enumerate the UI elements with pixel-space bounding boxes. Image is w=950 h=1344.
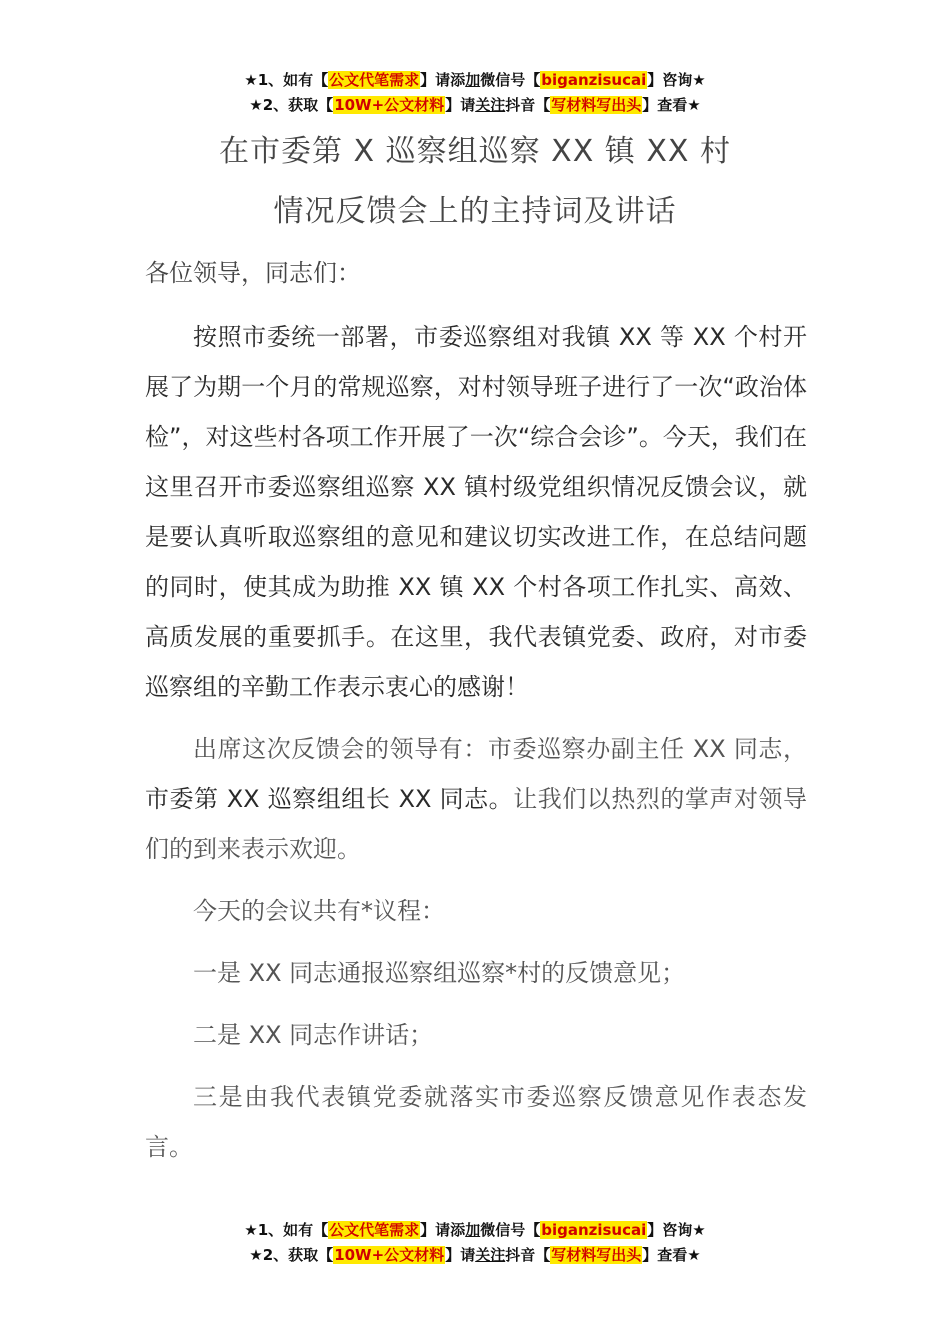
ad-text: ★2、获取【 (249, 1246, 334, 1264)
ad-text: 抖音【 (505, 1246, 551, 1264)
agenda-item-1: 一是 XX 同志通报巡察组巡察*村的反馈意见； (193, 959, 686, 987)
ad-text: ★2、获取【 (249, 96, 334, 114)
ad-douyin-id: 写材料写出头 (551, 96, 642, 114)
ad-text: ★1、如有【 (244, 1221, 329, 1239)
document-body (145, 248, 807, 1172)
ad-text: 微信号【 (480, 1221, 541, 1239)
attendees-part-2: 市委第 XX 巡察组组长 XX 同志。 (145, 785, 514, 813)
ad-text: 】查看★ (642, 96, 701, 114)
ad-underlined: 加 (465, 1221, 481, 1239)
ad-highlight: 10W+公文材料 (334, 96, 445, 114)
attendees-part-3: 让我们以热烈的掌声对领导们的到来表示欢迎。 (145, 785, 808, 863)
paragraph-opening: 按照市委统一部署，市委巡察组对我镇 XX 等 XX 个村开展了为期一个月的常规巡察，对村领导班子进行了一次“政治体检”，对这些村各项工作开展了一次“综合会诊”。今天，我们在这里召开市委巡察组巡察 XX 镇村级党组织情况反馈会议，就是要认真听取巡察组的意见和建议切实改进工作，在总结问题的同时，使其成为助推 XX 镇 XX 个村各项工作扎实、高效、高质发展的重要抓手。在这里，我代表镇党委、政府，对市委巡察组的辛勤工作表示衷心的感谢！ (145, 323, 807, 701)
ad-text: 】查看★ (642, 1246, 701, 1264)
attendees-part-1: 出席这次反馈会的领导有：市委巡察办副主任 XX 同志， (193, 735, 807, 763)
ad-highlight: 10W+公文材料 (334, 1246, 445, 1264)
ad-wechat-id: biganzisucai (541, 71, 647, 89)
top-ad-line-1 (0, 68, 950, 92)
paragraph-agenda-intro: 今天的会议共有*议程： (193, 897, 445, 925)
bottom-ad-line-2 (0, 1243, 950, 1267)
ad-highlight: 公文代笔需求 (329, 71, 420, 89)
ad-highlight: 公文代笔需求 (329, 1221, 420, 1239)
ad-text: 】请添 (420, 71, 466, 89)
agenda-item-3: 三是由我代表镇党委就落实市委巡察反馈意见作表态发言。 (145, 1083, 807, 1161)
ad-underlined: 加 (465, 71, 481, 89)
ad-text: 抖音【 (505, 96, 551, 114)
ad-text: 微信号【 (480, 71, 541, 89)
ad-douyin-id: 写材料写出头 (551, 1246, 642, 1264)
ad-text: 】请 (445, 1246, 476, 1264)
top-ad-line-2 (0, 93, 950, 117)
ad-text: 】请 (445, 96, 476, 114)
ad-underlined: 关注 (475, 96, 506, 114)
greeting: 各位领导，同志们： (145, 259, 361, 287)
doc-title-line-1: 在市委第 X 巡察组巡察 XX 镇 XX 村 (219, 134, 731, 169)
ad-wechat-id: biganzisucai (541, 1221, 647, 1239)
doc-title-line-2: 情况反馈会上的主持词及讲话 (273, 194, 677, 229)
ad-text: 】咨询★ (647, 1221, 706, 1239)
ad-underlined: 关注 (475, 1246, 506, 1264)
paragraph-attendees (145, 724, 807, 874)
ad-text: ★1、如有【 (244, 71, 329, 89)
ad-text: 】咨询★ (647, 71, 706, 89)
ad-text: 】请添 (420, 1221, 466, 1239)
agenda-item-2: 二是 XX 同志作讲话； (193, 1021, 434, 1049)
bottom-ad-line-1 (0, 1218, 950, 1242)
